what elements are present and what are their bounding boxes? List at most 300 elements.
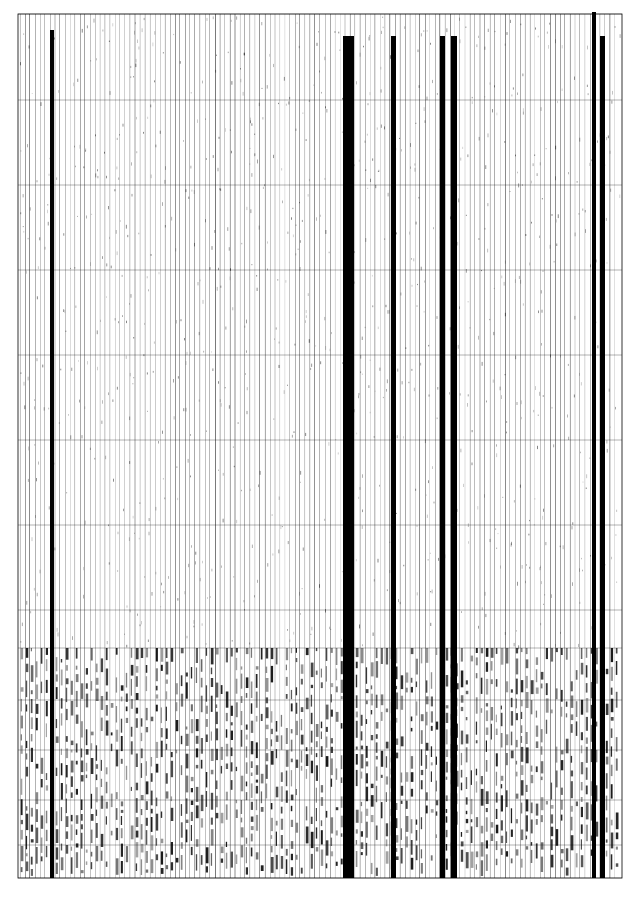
cell-glyph-mark [371,863,373,874]
cell-glyph-mark [121,816,122,825]
scan-speck [139,47,140,50]
scan-speck [486,401,487,403]
cell-glyph-mark [221,847,224,854]
cell-glyph-mark [311,731,313,743]
cell-glyph-mark [256,852,259,859]
cell-glyph-mark [271,729,273,734]
cell-glyph-mark [551,855,554,868]
cell-glyph-mark [596,785,598,801]
cell-glyph-mark [356,754,358,765]
cell-glyph-mark [461,648,463,662]
cell-glyph-mark [86,694,88,708]
cell-glyph-mark [66,678,69,684]
cell-glyph-mark [26,814,29,830]
scan-speck [535,498,536,499]
cell-glyph-mark [376,661,378,678]
scan-speck [324,519,325,521]
scan-speck [477,44,478,47]
scan-speck [206,158,207,160]
cell-glyph-mark [556,648,558,652]
cell-glyph-mark [56,811,58,825]
cell-glyph-mark [61,857,64,870]
scan-speck [278,550,279,554]
scan-speck [66,331,67,332]
cell-glyph-mark [356,712,358,718]
cell-glyph-mark [196,854,197,870]
cell-glyph-mark [341,648,343,657]
cell-glyph-mark [531,775,533,783]
cell-glyph-mark [36,764,39,769]
scan-speck [288,541,289,544]
cell-glyph-mark [446,816,448,822]
scan-speck [607,449,608,453]
cell-glyph-mark [241,845,243,857]
cell-glyph-mark [186,830,188,843]
scan-speck [539,392,540,396]
cell-glyph-mark [616,833,619,840]
scan-speck [430,553,431,554]
cell-glyph-mark [21,687,24,692]
cell-glyph-mark [201,795,204,811]
cell-glyph-mark [581,648,583,659]
scan-speck [83,166,84,168]
scan-speck [541,343,542,346]
scan-speck [137,614,138,616]
cell-glyph-mark [536,657,538,665]
scan-speck [250,489,251,491]
cell-glyph-mark [426,755,427,769]
cell-glyph-mark [156,854,158,860]
cell-glyph-mark [411,728,413,732]
cell-glyph-mark [336,648,338,665]
scan-speck [28,479,29,482]
cell-glyph-mark [26,836,27,849]
cell-glyph-mark [246,725,248,730]
cell-glyph-mark [431,762,433,765]
scan-speck [555,176,556,180]
cell-glyph-mark [286,771,288,787]
scan-speck [243,92,244,96]
cell-glyph-mark [101,696,103,710]
scan-speck [191,166,192,169]
scan-speck [557,101,558,103]
cell-glyph-mark [326,863,328,868]
scan-speck [430,591,431,592]
scan-speck [575,233,576,237]
scan-speck [176,320,177,324]
cell-glyph-mark [366,822,368,838]
cell-glyph-mark [296,789,297,795]
cell-glyph-mark [396,856,399,860]
scan-speck [142,28,143,32]
cell-glyph-mark [56,863,58,874]
scan-speck [293,208,294,209]
scan-speck [131,294,132,298]
cell-glyph-mark [536,843,538,858]
scan-speck [537,446,538,449]
scan-speck [117,251,118,255]
cell-glyph-mark [396,803,398,810]
cell-glyph-mark [416,830,418,841]
scan-speck [23,231,24,233]
scan-speck [94,458,95,460]
scan-speck [313,85,314,86]
cell-glyph-mark [331,747,333,753]
scan-speck [402,381,403,384]
cell-glyph-mark [481,776,483,784]
scan-speck [244,53,245,55]
scan-speck [213,155,214,158]
scan-speck [370,92,371,95]
scan-speck [79,400,80,403]
cell-glyph-mark [361,772,363,779]
scan-speck [457,509,458,512]
cell-glyph-mark [321,820,322,826]
scan-speck [428,559,429,560]
cell-glyph-mark [506,832,507,844]
cell-glyph-mark [121,861,123,873]
cell-glyph-mark [276,832,277,846]
cell-glyph-mark [226,764,228,770]
cell-glyph-mark [91,681,92,691]
scan-speck [247,387,248,390]
cell-glyph-mark [406,688,408,693]
scan-speck [57,628,58,632]
cell-glyph-mark [186,682,188,698]
cell-glyph-mark [151,809,153,814]
cell-glyph-mark [156,838,157,846]
cell-glyph-mark [26,767,28,777]
cell-glyph-mark [96,745,97,761]
scan-speck [520,485,521,488]
cell-glyph-mark [541,672,544,680]
scan-speck [327,109,328,113]
scan-speck [232,81,233,85]
cell-glyph-mark [106,767,108,774]
cell-glyph-mark [111,732,113,735]
cell-glyph-mark [96,664,98,673]
cell-glyph-mark [231,706,233,716]
scan-speck [193,626,194,628]
cell-glyph-mark [211,770,214,775]
scan-speck [254,153,255,156]
cell-glyph-mark [146,761,147,776]
scan-speck [294,431,295,433]
scan-speck [106,296,107,298]
cell-glyph-mark [256,780,258,783]
scan-speck [580,602,581,604]
cell-glyph-mark [306,827,309,844]
scan-speck [460,158,461,161]
cell-glyph-mark [166,707,167,721]
scan-speck [477,506,478,509]
cell-glyph-mark [211,853,212,866]
cell-glyph-mark [76,691,78,707]
scan-speck [269,54,270,57]
scan-speck [517,172,518,174]
cell-glyph-mark [491,661,493,671]
cell-glyph-mark [91,814,94,821]
cell-glyph-mark [196,748,198,757]
scan-speck [162,202,163,206]
scan-speck [472,97,473,98]
scan-speck [485,228,486,230]
cell-glyph-mark [216,796,218,808]
scan-speck [608,136,609,139]
scan-speck [37,296,38,299]
scan-speck [417,284,418,285]
scan-speck [311,634,312,635]
cell-glyph-mark [501,795,503,811]
scan-speck [437,316,438,319]
cell-glyph-mark [146,727,148,732]
scan-speck [254,134,255,135]
scan-speck [207,18,208,21]
cell-glyph-mark [291,867,293,876]
cell-glyph-mark [71,847,72,851]
cell-glyph-mark [236,810,238,819]
scan-speck [320,361,321,364]
cell-glyph-mark [566,702,568,707]
cell-glyph-mark [156,798,158,807]
cell-glyph-mark [21,867,23,872]
scan-speck [549,23,550,25]
scan-speck [94,19,95,23]
cell-glyph-mark [366,689,369,693]
cell-glyph-mark [121,801,123,806]
cell-glyph-mark [261,865,264,871]
cell-glyph-mark [466,797,468,804]
scan-speck [547,32,548,34]
scan-speck [187,636,188,639]
cell-glyph-mark [126,707,128,712]
scan-speck [544,594,545,595]
scan-speck [282,201,283,204]
scan-speck [427,30,428,32]
scan-speck [105,456,106,460]
scan-speck [299,202,300,203]
scan-speck [609,389,610,392]
scan-speck [28,447,29,451]
cell-glyph-mark [516,761,517,765]
scan-speck [247,207,248,210]
cell-glyph-mark [76,666,78,670]
cell-glyph-mark [311,747,312,755]
cell-glyph-mark [431,711,433,722]
cell-glyph-mark [66,784,67,793]
scan-speck [308,293,309,296]
cell-glyph-mark [521,725,523,733]
scan-speck [232,640,233,642]
scan-speck [49,506,50,509]
cell-glyph-mark [146,818,148,826]
cell-glyph-mark [21,716,23,729]
scan-speck [403,565,404,567]
cell-glyph-mark [221,859,223,863]
scan-speck [198,282,199,285]
cell-glyph-mark [406,801,408,809]
cell-glyph-mark [611,717,614,721]
cell-glyph-mark [71,750,73,753]
scan-speck [575,316,576,320]
cell-glyph-mark [496,825,499,834]
cell-glyph-mark [101,851,103,861]
cell-glyph-mark [611,667,613,681]
scan-speck [212,569,213,572]
cell-glyph-mark [141,824,143,839]
cell-glyph-mark [371,815,374,822]
scan-speck [525,581,526,583]
cell-glyph-mark [156,742,158,758]
scan-speck [459,306,460,309]
cell-glyph-mark [296,648,297,653]
cell-glyph-mark [356,770,358,786]
cell-glyph-mark [526,692,529,708]
cell-glyph-mark [106,705,108,716]
cell-glyph-mark [471,826,473,843]
scan-speck [36,478,37,481]
scan-speck [165,225,166,228]
scan-speck [449,392,450,394]
scan-speck [171,217,172,221]
cell-glyph-mark [426,696,429,704]
cell-glyph-mark [141,809,143,815]
cell-glyph-mark [316,788,317,803]
cell-glyph-mark [226,842,227,847]
cell-glyph-mark [416,701,418,715]
scan-speck [316,217,317,221]
scan-speck [86,216,87,219]
scan-speck [432,80,433,83]
cell-glyph-mark [466,734,469,743]
cell-glyph-mark [316,741,318,747]
cell-glyph-mark [356,675,357,688]
cell-glyph-mark [436,757,437,765]
scan-speck [274,338,275,340]
scan-speck [401,293,402,296]
cell-glyph-mark [106,862,108,867]
cell-glyph-mark [266,667,267,673]
cell-glyph-mark [526,846,528,849]
cell-glyph-mark [166,662,169,675]
scan-speck [494,85,495,87]
scan-speck [136,117,137,120]
scan-speck [447,28,448,32]
scan-speck [70,435,71,439]
scan-speck [534,524,535,525]
scan-speck [468,394,469,396]
scan-speck [495,31,496,32]
cell-glyph-mark [551,827,553,837]
cell-glyph-mark [66,665,68,671]
scan-speck [223,519,224,523]
scan-speck [389,570,390,573]
scan-speck [28,377,29,381]
cell-glyph-mark [106,816,107,824]
cell-glyph-mark [431,697,433,707]
cell-glyph-mark [336,669,337,681]
cell-glyph-mark [106,669,108,686]
cell-glyph-mark [56,768,58,776]
scan-speck [95,134,96,136]
cell-glyph-mark [576,853,578,867]
scan-speck [262,88,263,89]
cell-glyph-mark [376,826,378,840]
cell-glyph-mark [606,851,608,857]
cell-glyph-mark [236,767,237,771]
cell-glyph-mark [41,779,43,787]
cell-glyph-mark [231,762,233,771]
cell-glyph-mark [181,822,183,837]
scan-speck [118,321,119,323]
cell-glyph-mark [286,665,287,671]
cell-glyph-mark [191,812,193,821]
cell-glyph-mark [331,851,333,856]
cell-glyph-mark [551,648,553,662]
cell-glyph-mark [396,667,398,680]
scan-speck [481,270,482,271]
scan-speck [177,498,178,500]
cell-glyph-mark [571,771,573,777]
scan-speck [550,245,551,249]
scan-speck [543,604,544,605]
scan-speck [55,548,56,551]
scan-speck [487,249,488,253]
scan-speck [130,610,131,613]
cell-glyph-mark [356,851,358,867]
scan-speck [505,313,506,317]
cell-glyph-mark [256,765,258,775]
scan-speck [34,399,35,401]
scan-speck [296,225,297,226]
cell-glyph-mark [341,777,343,783]
scan-speck [108,392,109,395]
scan-speck [516,630,517,631]
scan-speck [257,288,258,291]
cell-glyph-mark [461,832,462,837]
scan-speck [321,92,322,94]
scan-speck [289,97,290,99]
cell-glyph-mark [86,668,88,675]
cell-glyph-mark [246,677,249,688]
scan-speck [611,557,612,560]
cell-glyph-mark [91,743,92,750]
scan-speck [117,167,118,170]
cell-glyph-mark [511,689,513,692]
cell-glyph-mark [436,781,437,792]
cell-glyph-mark [331,648,333,653]
cell-glyph-mark [226,853,228,869]
cell-glyph-mark [251,682,253,699]
scan-speck [546,542,547,545]
scan-speck [150,105,151,108]
cell-glyph-mark [361,754,364,768]
cell-glyph-mark [276,735,279,742]
cell-glyph-mark [246,735,248,740]
cell-glyph-mark [21,779,23,795]
cell-glyph-mark [611,854,613,869]
scan-speck [320,215,321,217]
scan-speck [432,590,433,594]
cell-glyph-mark [521,648,523,652]
cell-glyph-mark [376,742,378,752]
scan-speck [432,466,433,469]
scan-speck [590,555,591,557]
scan-speck [485,592,486,596]
cell-glyph-mark [91,852,93,857]
cell-glyph-mark [476,673,478,678]
cell-glyph-mark [401,848,403,864]
